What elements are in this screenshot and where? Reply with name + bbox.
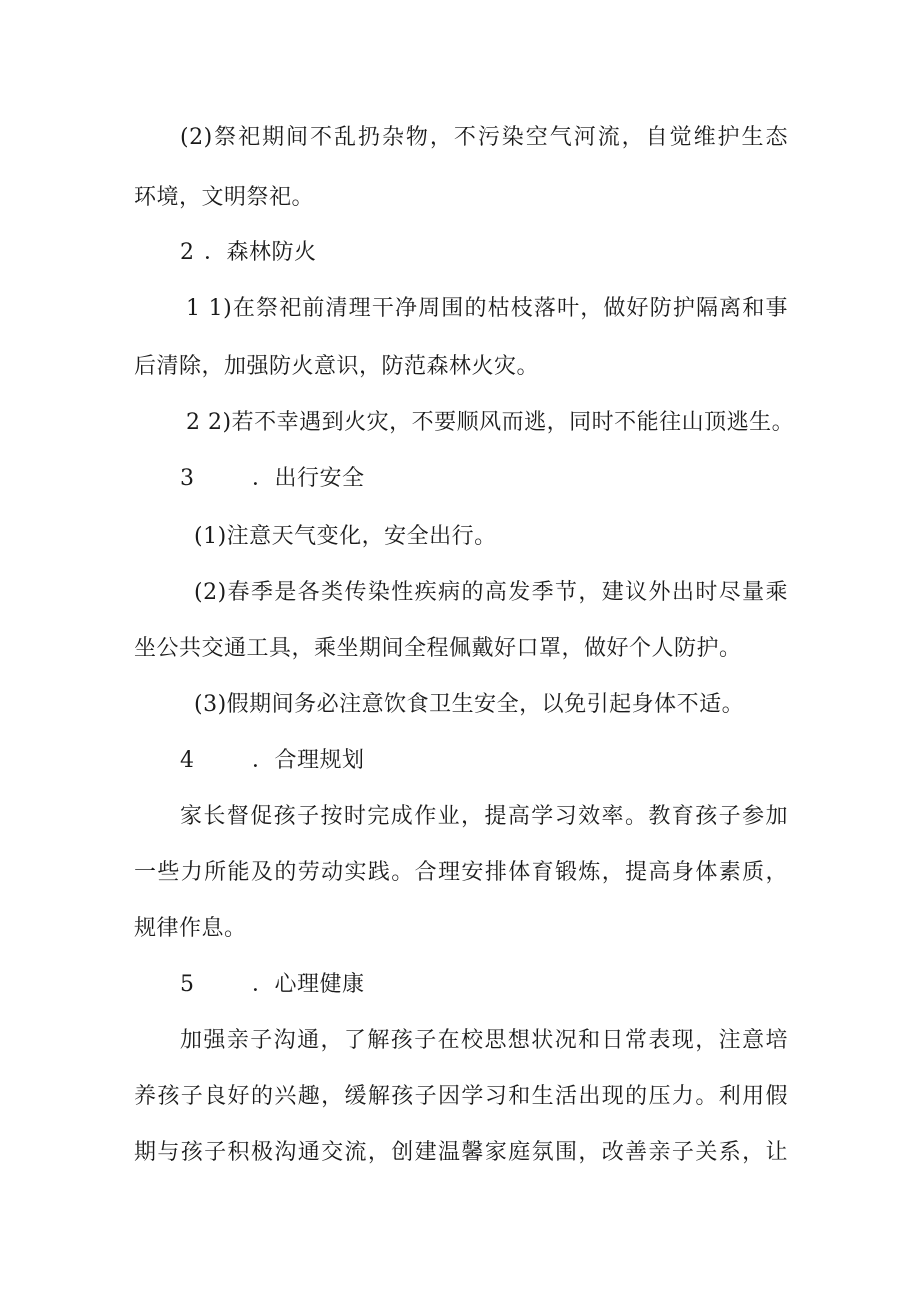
heading-text: ．心理健康: [252, 972, 365, 997]
heading-text: ．森林防火: [204, 240, 317, 265]
heading-text: ．出行安全: [252, 466, 365, 491]
paragraph-line: 养孩子良好的兴趣，缓解孩子因学习和生活出现的压力。利用假: [134, 1084, 788, 1109]
paragraph-line: 后清除，加强防火意识，防范森林火灾。: [134, 354, 540, 379]
paragraph-line: 家长督促孩子按时完成作业，提高学习效率。教育孩子参加: [180, 804, 788, 829]
paragraph-line: (2)祭祀期间不乱扔杂物，不污染空气河流，自觉维护生态: [180, 125, 788, 150]
paragraph-line: (3)假期间务必注意饮食卫生安全，以免引起身体不适。: [194, 692, 745, 717]
section-heading: [180, 238, 317, 268]
paragraph-line: (2)春季是各类传染性疾病的高发季节，建议外出时尽量乘: [194, 580, 788, 605]
heading-text: ．合理规划: [252, 748, 365, 773]
paragraph-line: 一些力所能及的劳动实践。合理安排体育锻炼，提高身体素质，: [134, 860, 788, 885]
paragraph-line: (1)注意天气变化，安全出行。: [194, 524, 497, 549]
section-heading: [180, 464, 365, 494]
paragraph-line: 2 2)若不幸遇到火灾，不要顺风而逃，同时不能往山顶逃生。: [186, 410, 795, 435]
heading-number: 2: [180, 240, 195, 265]
paragraph-line: 坐公共交通工具，乘坐期间全程佩戴好口罩，做好个人防护。: [134, 636, 742, 661]
paragraph-line: 期与孩子积极沟通交流，创建温馨家庭氛围，改善亲子关系，让: [134, 1140, 788, 1165]
heading-number: 5: [180, 972, 195, 997]
paragraph-line: 规律作息。: [134, 916, 247, 941]
paragraph-line: 环境，文明祭祀。: [134, 185, 315, 210]
paragraph-line: 1 1)在祭祀前清理干净周围的枯枝落叶，做好防护隔离和事: [186, 296, 788, 321]
heading-number: 3: [180, 466, 195, 491]
section-heading: [180, 746, 365, 776]
paragraph-line: 加强亲子沟通，了解孩子在校思想状况和日常表现，注意培: [180, 1028, 788, 1053]
heading-number: 4: [180, 748, 195, 773]
section-heading: [180, 970, 365, 1000]
